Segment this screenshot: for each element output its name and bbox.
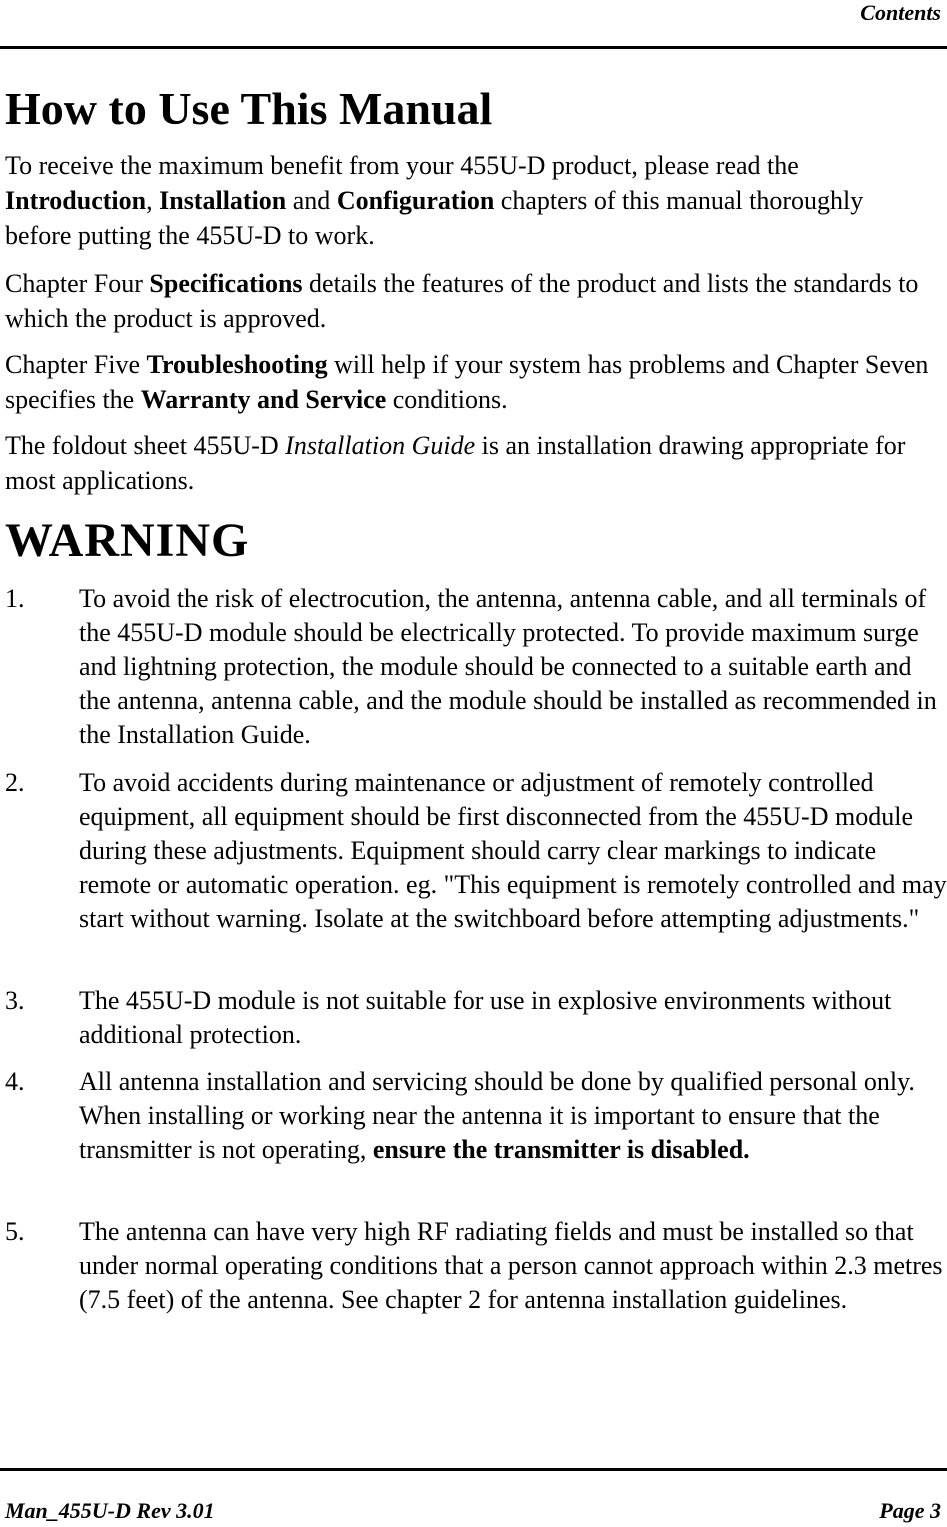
intro-text: The foldout sheet 455U-D bbox=[5, 431, 286, 460]
intro-text: Chapter Four bbox=[5, 269, 150, 298]
specifications-chapter-ref: Specifications bbox=[149, 269, 303, 298]
warning-item-text: The 455U-D module is not suitable for use in explosive environments without additional protection. bbox=[79, 986, 892, 1049]
intro-text: To receive the maximum benefit from your 455U-D product, please read the bbox=[5, 151, 799, 180]
intro-text: Chapter Five bbox=[5, 350, 147, 379]
intro-paragraph-3 bbox=[5, 347, 935, 417]
warning-item-number: 1. bbox=[5, 584, 25, 613]
intro-text: conditions. bbox=[386, 385, 508, 414]
footer-document-id: Man_455U-D Rev 3.01 bbox=[5, 1498, 215, 1523]
warning-item-4 bbox=[5, 1065, 947, 1167]
installation-guide-ref: Installation Guide bbox=[285, 431, 476, 460]
warranty-chapter-ref: Warranty and Service bbox=[140, 385, 387, 414]
intro-paragraph-4 bbox=[5, 428, 935, 498]
header-title: Contents bbox=[860, 0, 941, 25]
warning-item-number: 3. bbox=[5, 986, 25, 1015]
intro-text: chapters of this manual thoroughly before putting the 455U-D to work. bbox=[5, 186, 864, 250]
header-rule bbox=[0, 46, 947, 49]
warning-item-text bbox=[79, 1065, 947, 1167]
intro-paragraph-2 bbox=[5, 266, 935, 336]
introduction-chapter-ref: Introduction bbox=[5, 186, 147, 215]
warning-item-text: To avoid accidents during maintenance or adjustment of remotely controlled equipment, all equipment should be first disconnected from the 455U-D module during these adjustments. Equipment should carry clear markings to indicate remote or automatic operation. eg. "This equipment is remotely controlled and may start without warning. Isolate at the switchboard before attempting adjustments." bbox=[79, 768, 947, 933]
intro-text: is an installation drawing appropriate for most applications. bbox=[5, 431, 906, 495]
warning-item-1 bbox=[5, 582, 947, 752]
warning-item-number: 2. bbox=[5, 768, 25, 797]
warning-item-3 bbox=[5, 984, 947, 1052]
footer-rule bbox=[0, 1468, 947, 1471]
troubleshooting-chapter-ref: Troubleshooting bbox=[146, 350, 328, 379]
warning-item-5 bbox=[5, 1215, 947, 1317]
intro-text: will help if your system has problems and Chapter Seven specifies the bbox=[5, 350, 929, 414]
warning-item-text-plain: All antenna installation and servicing should be done by qualified personal only. When installing or working near the antenna it is important to ensure that the transmitter is not operating, bbox=[79, 1067, 915, 1164]
footer-page-number: Page 3 bbox=[879, 1498, 941, 1523]
page-title: How to Use This Manual bbox=[5, 83, 493, 134]
warning-item-2 bbox=[5, 766, 947, 936]
installation-chapter-ref: Installation bbox=[159, 186, 287, 215]
configuration-chapter-ref: Configuration bbox=[336, 186, 495, 215]
warning-heading: WARNING bbox=[5, 514, 250, 567]
warning-item-number: 4. bbox=[5, 1067, 25, 1096]
intro-text: , bbox=[146, 186, 160, 215]
warning-item-text: The antenna can have very high RF radiating fields and must be installed so that under normal operating conditions that a person cannot approach within 2.3 metres (7.5 feet) of the antenna. See chapter 2 for antenna installation guidelines. bbox=[79, 1217, 943, 1314]
warning-item-text: To avoid the risk of electrocution, the antenna, antenna cable, and all terminals of the 455U-D module should be electrically protected. To provide maximum surge and lightning protection, the module should be connected to a suitable earth and the antenna, antenna cable, and the module should be installed as recommended in the Installation Guide. bbox=[79, 584, 937, 749]
warning-item-text-emphasis: ensure the transmitter is disabled. bbox=[372, 1135, 750, 1164]
intro-text: details the features of the product and lists the standards to which the product is approved. bbox=[5, 269, 919, 333]
intro-text: and bbox=[286, 186, 337, 215]
intro-paragraph-1 bbox=[5, 148, 935, 253]
warning-item-number: 5. bbox=[5, 1217, 25, 1246]
